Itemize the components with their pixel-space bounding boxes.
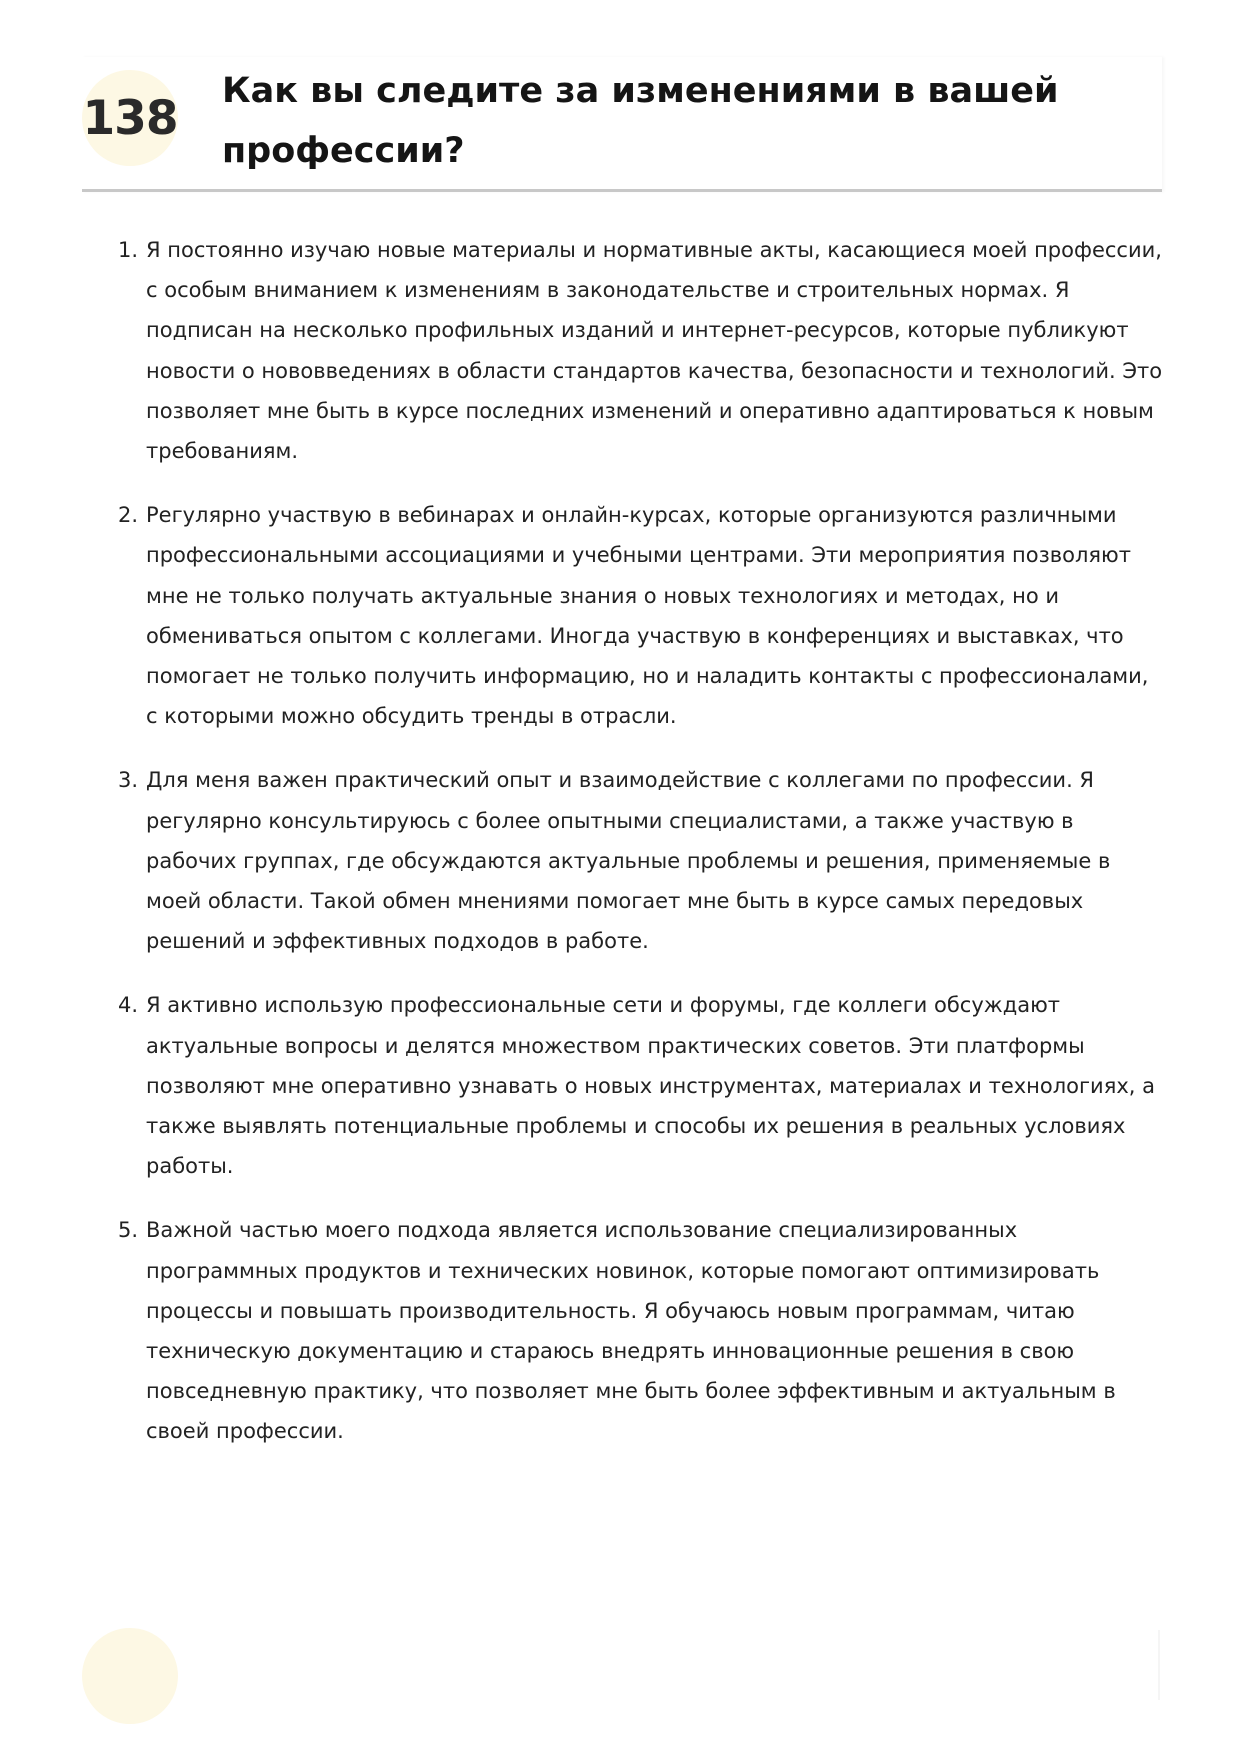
answer-number: 2.: [118, 503, 139, 528]
question-number-badge: 138: [82, 70, 178, 166]
answer-text: Я постоянно изучаю новые материалы и нормативные акты, касающиеся моей профессии, с особым вниманием к изменениям в законодательстве и строительных нормах. Я подписан на несколько профильных изданий и интернет-ресурсов, которые публикуют новости о нововведениях в области стандартов качества, безопасности и технологий. Это позволяет мне быть в курсе последних изменений и оперативно адаптироваться к новым требованиям.: [146, 238, 1163, 464]
answer-item: [112, 1210, 1164, 1451]
answer-text: Я активно использую профессиональные сети и форумы, где коллеги обсуждают актуальные вопросы и делятся множеством практических советов. Эти платформы позволяют мне оперативно узнавать о новых инструментах, материалах и технологиях, а также выявлять потенциальные проблемы и способы их решения в реальных условиях работы.: [146, 993, 1155, 1179]
answer-number: 3.: [118, 768, 139, 793]
answer-text: Регулярно участвую в вебинарах и онлайн-курсах, которые организуются различными профессиональными ассоциациями и учебными центрами. Эти мероприятия позволяют мне не только получать актуальные знания о новых технологиях и методах, но и обмениваться опытом с коллегами. Иногда участвую в конференциях и выставках, что помогает не только получить информацию, но и наладить контакты с профессионалами, с которыми можно обсудить тренды в отрасли.: [146, 503, 1149, 729]
answer-text: Для меня важен практический опыт и взаимодействие с коллегами по профессии. Я регулярно консультируюсь с более опытными специалистами, а также участвую в рабочих группах, где обсуждаются актуальные проблемы и решения, применяемые в моей области. Такой обмен мнениями помогает мне быть в курсе самых передовых решений и эффективных подходов в работе.: [146, 768, 1111, 954]
question-header: [82, 57, 1162, 192]
answer-list: [112, 230, 1164, 1476]
footer-decoration-circle: [82, 1628, 178, 1724]
answer-item: [112, 760, 1164, 961]
answer-text: Важной частью моего подхода является использование специализированных программных продуктов и технических новинок, которые помогают оптимизировать процессы и повышать производительность. Я обучаюсь новым программам, читаю техническую документацию и стараюсь внедрять инновационные решения в свою повседневную практику, что позволяет мне быть более эффективным и актуальным в своей профессии.: [146, 1218, 1116, 1444]
question-title: Как вы следите за изменениями в вашей профессии?: [222, 71, 1059, 171]
answer-number: 5.: [118, 1218, 139, 1243]
answer-item: [112, 230, 1164, 471]
footer-decoration-edge: [1158, 1630, 1160, 1700]
answer-item: [112, 985, 1164, 1186]
answer-number: 4.: [118, 993, 139, 1018]
answer-item: [112, 495, 1164, 736]
answer-number: 1.: [118, 238, 139, 262]
